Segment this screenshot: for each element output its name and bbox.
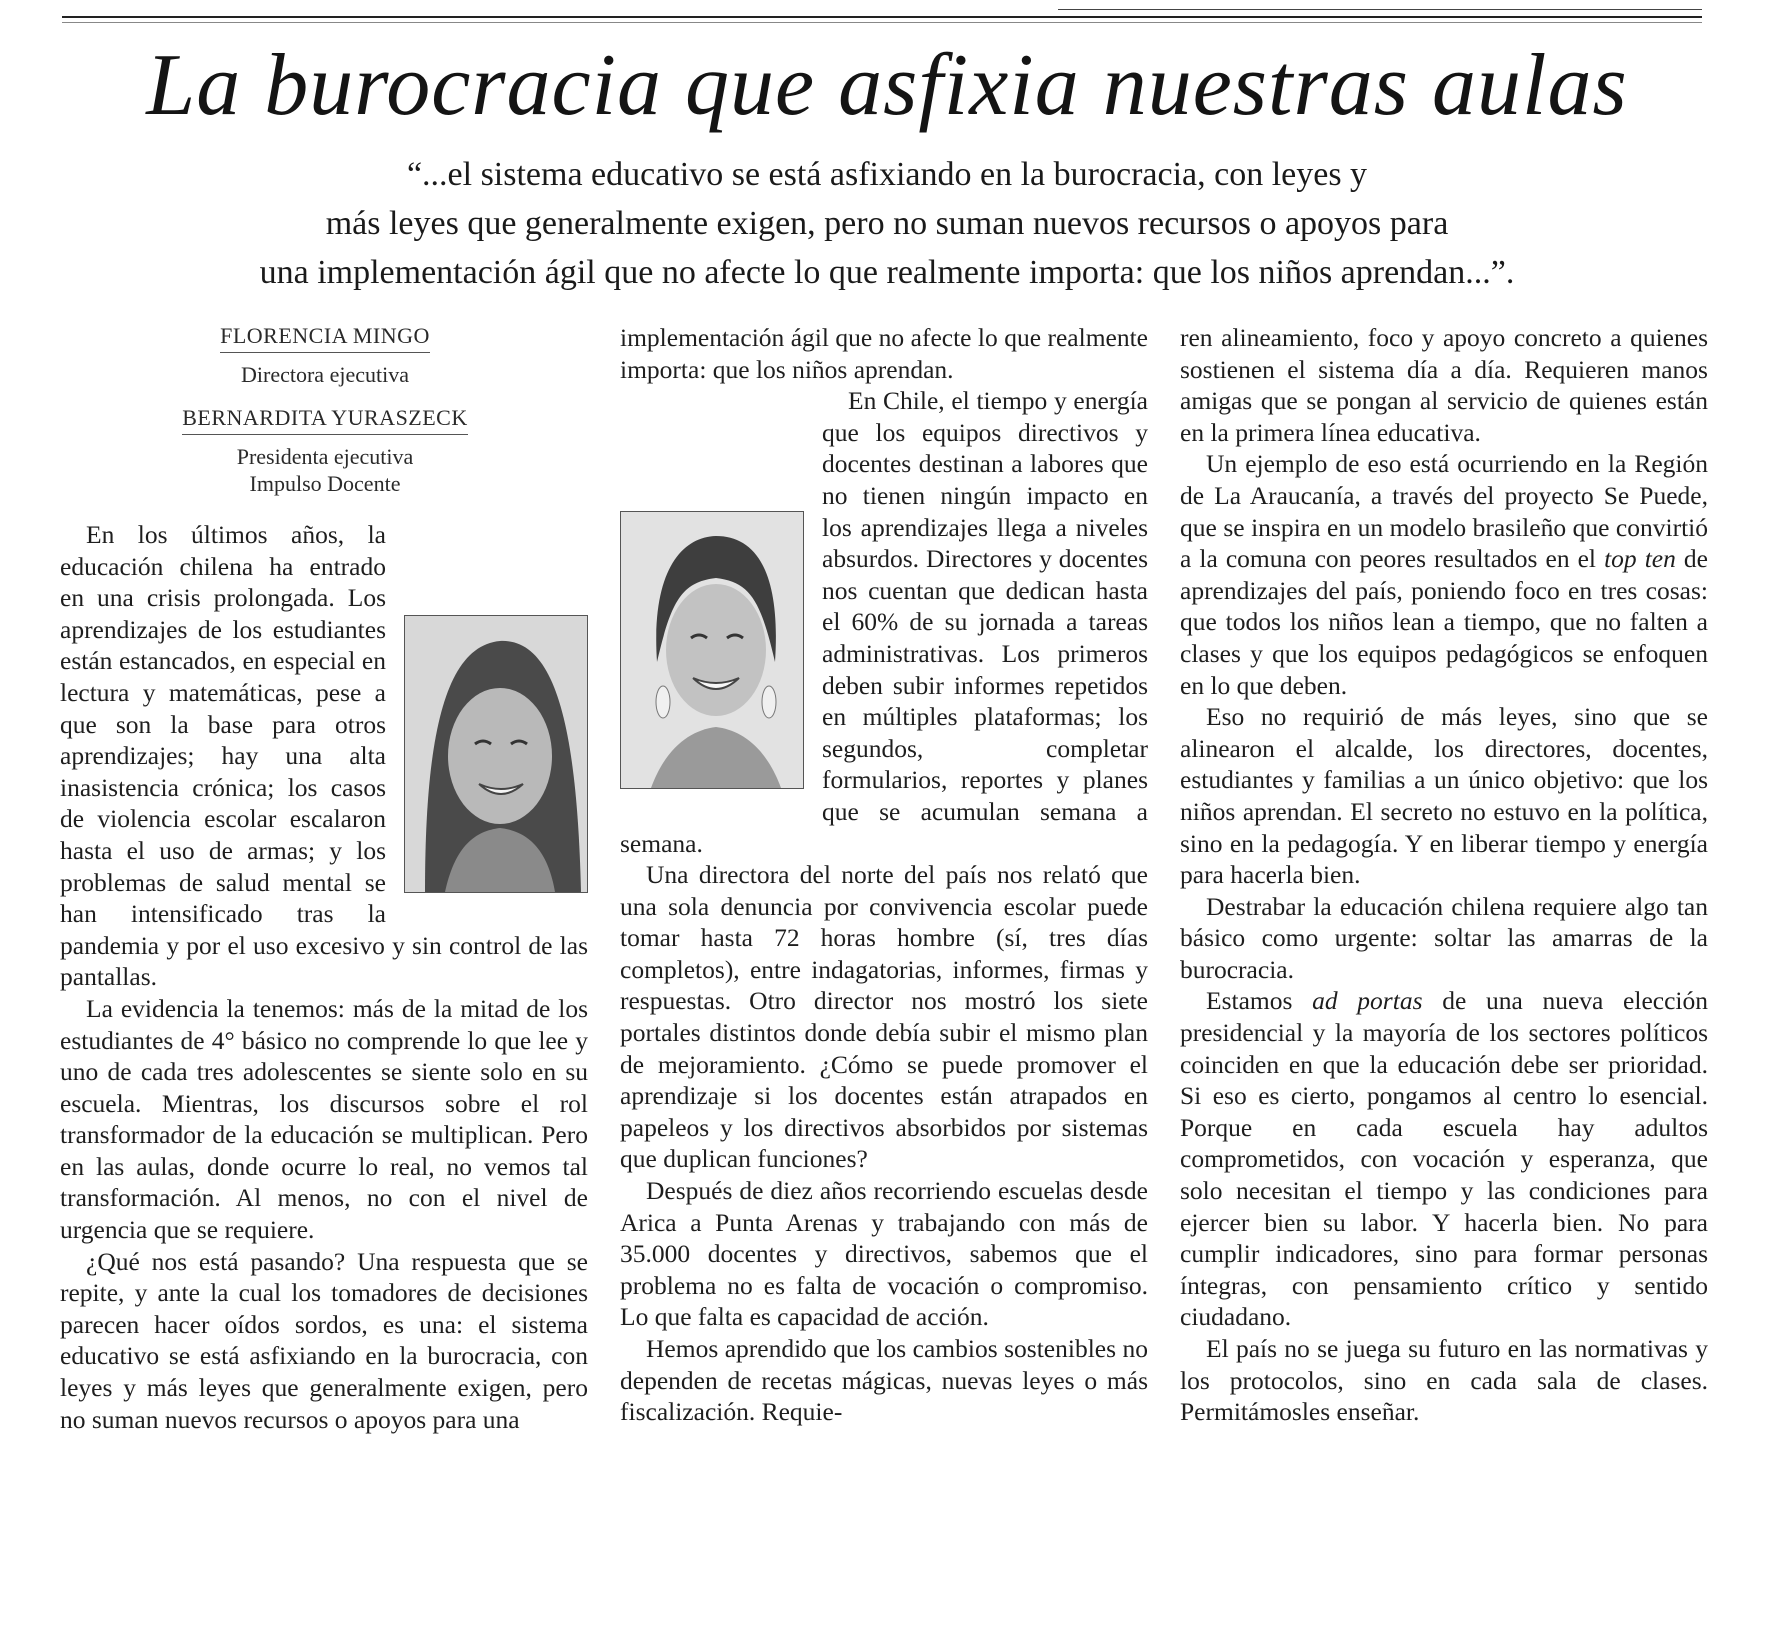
paragraph-3-continued: implementación ágil que no afecte lo que realmente importa: que los niños aprendan. <box>620 323 1148 384</box>
emphasis-ad-portas: ad portas <box>1312 986 1423 1016</box>
author-name: BERNARDITA YURASZECK <box>182 404 468 435</box>
portrait-icon <box>405 616 587 892</box>
paragraph-3: ¿Qué nos está pasando? Una respuesta que se repite, y ante la cual los tomadores de decisiones parecen hacer oídos sordos, es una: el sistema educativo se está asfixiando en la burocracia, con leyes y más leyes que generalmente exigen, pero no suman nuevos recursos o apoyos para una <box>60 1246 588 1434</box>
author-name: FLORENCIA MINGO <box>220 322 430 353</box>
author-organization: Impulso Docente <box>249 471 401 496</box>
paragraph-7: Hemos aprendido que los cambios sostenibles no dependen de recetas mágicas, nuevas leyes o más fiscalización. Requie- <box>620 1334 1148 1427</box>
top-rule <box>62 16 1702 18</box>
paragraph-12: El país no se juega su futuro en las normativas y los protocolos, sino en cada sala de clases. Permitámosles enseñar. <box>1180 1334 1708 1427</box>
headline: La burocracia que asfixia nuestras aulas <box>146 37 1628 134</box>
byline-block <box>60 322 588 497</box>
portrait-icon <box>621 512 803 788</box>
byline-author-2 <box>120 404 530 497</box>
paragraph-7-continued: ren alineamiento, foco y apoyo concreto a quienes sostienen el sistema día a día. Requieren manos amigas que se pongan al servicio de quienes están en la primera línea educativa. <box>1180 323 1708 447</box>
lead-line-3: una implementación ágil que no afecte lo que realmente importa: que los niños aprendan...”. <box>259 254 1515 291</box>
paragraph-11: Estamos ad portas de una nueva elección presidencial y la mayoría de los sectores políticos coinciden en que la educación debe ser prioridad. Si eso es cierto, pongamos al centro lo esencial. Porque en cada escuela hay adultos comprometidos, con vocación y esperanza, que solo necesitan el tiempo y las condiciones para ejercer bien su labor. Y hacerla bien. No para cumplir indicadores, sino para formar personas íntegras, con pensamiento crítico y sentido ciudadano. <box>1180 986 1708 1332</box>
column-1 <box>60 322 588 1435</box>
lead-quote <box>60 150 1714 297</box>
paragraph-8: Un ejemplo de eso está ocurriendo en la Región de La Araucanía, a través del proyecto Se Puede, que se inspira en un modelo brasileño que convirtió a la comuna con peores resultados en el top ten de aprendizajes del país, poniendo foco en tres cosas: que todos los niños lean a tiempo, que no falten a clases y que los equipos pedagógicos se enfoquen en lo que deben. <box>1180 449 1708 700</box>
top-rule-short <box>1058 9 1702 10</box>
paragraph-9: Eso no requirió de más leyes, sino que se alinearon el alcalde, los directores, docentes, estudiantes y familias a un único objetivo: que los niños aprendan. El secreto no estuvo en la política, sino en la pedagogía. Y en liberar tiempo y energía para hacerla bien. <box>1180 702 1708 890</box>
lead-line-1: “...el sistema educativo se está asfixiando en la burocracia, con leyes y <box>406 156 1368 193</box>
portrait-photo-yuraszeck <box>620 511 804 789</box>
lead-line-2: más leyes que generalmente exigen, pero no suman nuevos recursos o apoyos para <box>325 205 1449 242</box>
paragraph-6: Después de diez años recorriendo escuelas desde Arica a Punta Arenas y trabajando con más de 35.000 docentes y directivos, sabemos que el problema no es falta de vocación o compromiso. Lo que falta es capacidad de acción. <box>620 1176 1148 1332</box>
emphasis-top-ten: top ten <box>1604 544 1676 574</box>
column-2 <box>620 322 1148 1428</box>
paragraph-1: En los últimos años, la educación chilena ha entrado en una crisis prolongada. Los aprendizajes de los estudiantes están estancados, en especial en lectura y matemáticas, pese a que son la base para otros aprendizajes; hay una alta inasistencia crónica; los casos de violencia escolar escalaron hasta el uso de armas; y los problemas de salud mental se han intensificado tras la pandemia y por el uso excesivo y sin control de las pantallas. <box>60 520 588 992</box>
byline-author-1 <box>120 322 530 388</box>
paragraph-10: Destrabar la educación chilena requiere algo tan básico como urgente: soltar las amarras de la burocracia. <box>1180 891 1708 984</box>
portrait-photo-mingo <box>404 615 588 893</box>
author-role: Directora ejecutiva <box>241 362 409 387</box>
paragraph-5: Una directora del norte del país nos relató que una sola denuncia por convivencia escolar puede tomar hasta 72 horas hombre (sí, tres días completos), entre indagatorias, informes, firmas y respuestas. Otro director nos mostró los siete portales distintos donde debía subir el mismo plan de mejoramiento. ¿Cómo se puede promover el aprendizaje si los docentes están atrapados en papeleos y los directivos absorbidos por sistemas que duplican funciones? <box>620 860 1148 1174</box>
paragraph-2: La evidencia la tenemos: más de la mitad de los estudiantes de 4° básico no comprende lo que lee y uno de cada tres adolescentes se siente solo en su escuela. Mientras, los discursos sobre el rol transformador de la educación se multiplican. Pero en las aulas, donde ocurre lo real, no vemos tal transformación. Al menos, no con el nivel de urgencia que se requiere. <box>60 993 588 1245</box>
column-3 <box>1180 322 1708 1428</box>
paragraph-4: En Chile, el tiempo y energía que los equipos directivos y docentes destinan a labores que no tienen ningún impacto en los aprendizajes llega a niveles absurdos. Directores y docentes nos cuentan que dedican hasta el 60% de su jornada a tareas administrativas. Los primeros deben subir informes repetidos en múltiples plataformas; los segundos, completar formularios, reportes y planes que se acumulan semana a semana. <box>620 386 1148 858</box>
top-rule-thin <box>62 22 1702 23</box>
author-role: Presidenta ejecutiva <box>236 444 414 469</box>
